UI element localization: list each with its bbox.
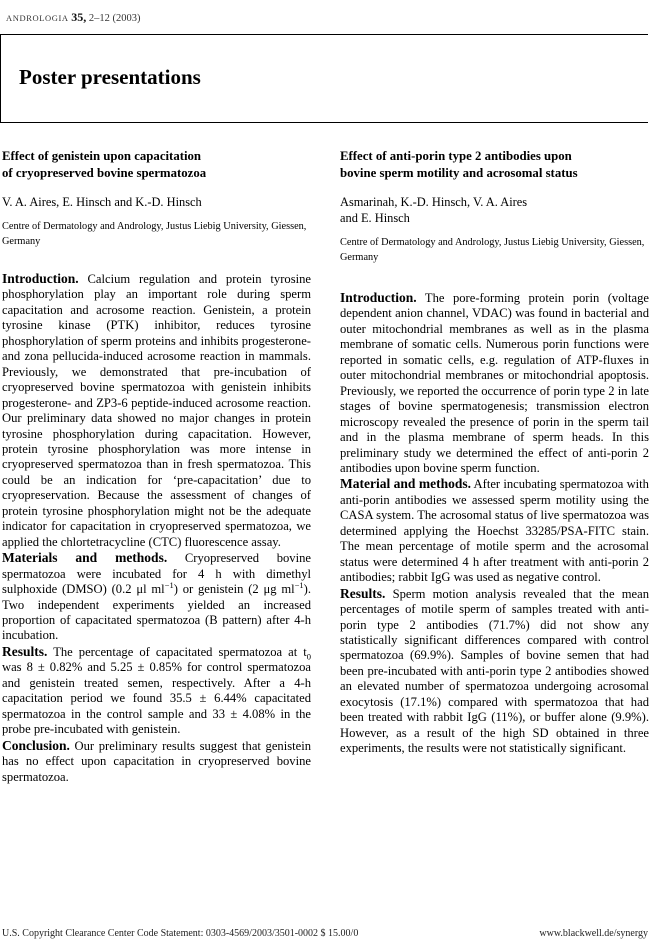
left-results-text-1: The percentage of capacitated spermatozoa at t [53, 644, 307, 659]
left-article-affiliation: Centre of Dermatology and Andrology, Justus Liebig University, Giessen, Germany [2, 221, 307, 247]
left-methods-label: Materials and methods. [2, 550, 168, 566]
left-title-line-1: Effect of genistein upon capacitation [2, 149, 202, 163]
journal-volume: 35, [71, 10, 87, 24]
right-article [340, 148, 649, 757]
left-methods-paragraph [2, 550, 311, 644]
right-title-line-1: Effect of anti-porin type 2 antibodies upon [340, 149, 572, 163]
left-title-line-2: of cryopreserved bovine spermatozoa [2, 166, 207, 180]
right-methods-text: After incubating spermatozoa with anti-porin antibodies we assessed sperm motility using the CASA system. The acrosomal status of live spermatozoa was determined applying the Hoechst 33285/PSA-FITC stain. The mean percentage of motile sperm and the acrosomal status were determined 4 h after treatment with anti-porin 2 antibodies; rabbit IgG was used as negative control. [340, 477, 649, 585]
right-results-paragraph [340, 586, 649, 757]
left-conclusion-paragraph [2, 738, 311, 785]
left-article-authors: V. A. Aires, E. Hinsch and K.-D. Hinsch [2, 195, 202, 209]
left-introduction-text: Calcium regulation and protein tyrosine phosphorylation play an important role during sperm capacitation and acrosome reaction. Genistein, a protein tyrosine kinase (PTK) inhibitor, reduces tyrosine phosphorylation of sperm proteins and inhibits progesterone- and zona pellucida-induced acrosome reaction in mammals. Previously, we demonstrated that pre-incubation of cryopreserved bovine spermatozoa with genistein inhibits progesterone- and ZP3-6 peptide-induced acrosome reaction. Our preliminary data showed no major changes in protein tyrosine phosphorylation during capacitation. However, protein tyrosine phosphorylation was more intense in cryopreserved spermatozoa than in fresh spermatozoa. This could be an indication for ‘pre-capacitation’ due to cryopreservation. Because the assessment of changes of protein tyrosine phosphorylation might not be the adequate indicator for capacitation in cryopreserved spermatozoa, we applied the chlortetracycline (CTC) fluorescence assay. [2, 272, 311, 549]
left-methods-sup-1: −1 [164, 579, 174, 590]
left-introduction-label: Introduction. [2, 271, 79, 286]
right-methods-label: Material and methods. [340, 476, 472, 492]
left-conclusion-text: Our preliminary results suggest that genistein has no effect upon capacitation in cryopreserved bovine spermatozoa. [2, 738, 311, 784]
right-article-affiliation: Centre of Dermatology and Andrology, Justus Liebig University, Giessen, Germany [340, 237, 645, 263]
left-article [2, 148, 311, 785]
left-results-paragraph [2, 644, 311, 738]
right-methods-paragraph [340, 476, 649, 585]
copyright-statement: U.S. Copyright Clearance Center Code Statement: 0303-4569/2003/3501-0002 $ 15.00/0 [2, 928, 359, 939]
right-authors-line-1: Asmarinah, K.-D. Hinsch, V. A. Aires [340, 195, 528, 209]
left-results-text-2: was 8 ± 0.82% and 5.25 ± 0.85% for control spermatozoa and genistein treated semen, respectively. After a 4-h capacitation period we found 35.5 ± 6.44% capacitated spermatozoa in the control sample and 33 ± 4.08% in the probe pre-incubated with genistein. [2, 660, 311, 737]
right-introduction-text: The pore-forming protein porin (voltage dependent anion channel, VDAC) was found in bacterial and outer mitochondrial membranes as well as in the plasma membrane of somatic cells. Numerous porin functions were reported in somatic cells, e.g. regulation of ATP-fluxes in outer mitochondrial membranes or mitochondrial apoptosis. Previously, we reported the occurrence of porin type 2 in late stages of bovine spermatogenesis; transmission electron microscopy revealed the presence of porin in the sperm tail and in the plasma membrane of sperm heads. In this preliminary study we determined the effect of anti-porin 2 antibodies upon bovine sperm function. [340, 291, 650, 475]
right-results-text: Sperm motion analysis revealed that the mean percentages of motile sperm of samples treated with anti-porin type 2 antibodies (71.7%) did not show any statistically significant differences compared with control spermatozoa (69.9%). Samples of bovine semen that had been pre-incubated with anti-porin type 2 antibodies showed an elevated number of spermatozoa undergoing acrosomal exocytosis (17.1%) compared with spermatozoa that had been treated with rabbit IgG (11%), or buffer alone (9.9%). However, as a result of the high SD obtained in three experiments, the results were not statistically significant. [340, 586, 649, 756]
section-title: Poster presentations [19, 65, 201, 89]
left-methods-text-3: ). Two independent experiments yielded an increased proportion of capacitated spermatozoa (B pattern) after 4-h incubation. [2, 582, 312, 643]
right-results-label: Results. [340, 585, 386, 601]
running-head [6, 10, 141, 25]
publisher-url[interactable]: www.blackwell.de/synergy [539, 928, 648, 939]
right-introduction-paragraph [340, 290, 649, 476]
left-methods-sup-2: −1 [294, 579, 304, 590]
right-article-authors [340, 194, 649, 226]
left-introduction-paragraph [2, 271, 311, 550]
section-header-box [0, 34, 648, 123]
left-results-label: Results. [2, 643, 48, 659]
journal-name: ANDROLOGIA [6, 13, 69, 23]
left-results-sub: 0 [306, 651, 311, 662]
right-title-line-2: bovine sperm motility and acrosomal status [340, 166, 578, 180]
left-conclusion-label: Conclusion. [2, 737, 70, 753]
left-methods-text-1: Cryopreserved bovine spermatozoa were incubated for 4 h with dimethyl sulphoxide (DMSO) (0.2 μl ml [2, 551, 311, 597]
left-article-title [2, 148, 311, 182]
journal-pages: 2–12 (2003) [88, 13, 141, 24]
left-methods-text-2: ) or genistein (2 μg ml [173, 582, 295, 597]
right-article-title [340, 148, 649, 182]
right-authors-line-2: and E. Hinsch [340, 211, 410, 225]
right-introduction-label: Introduction. [340, 290, 417, 305]
